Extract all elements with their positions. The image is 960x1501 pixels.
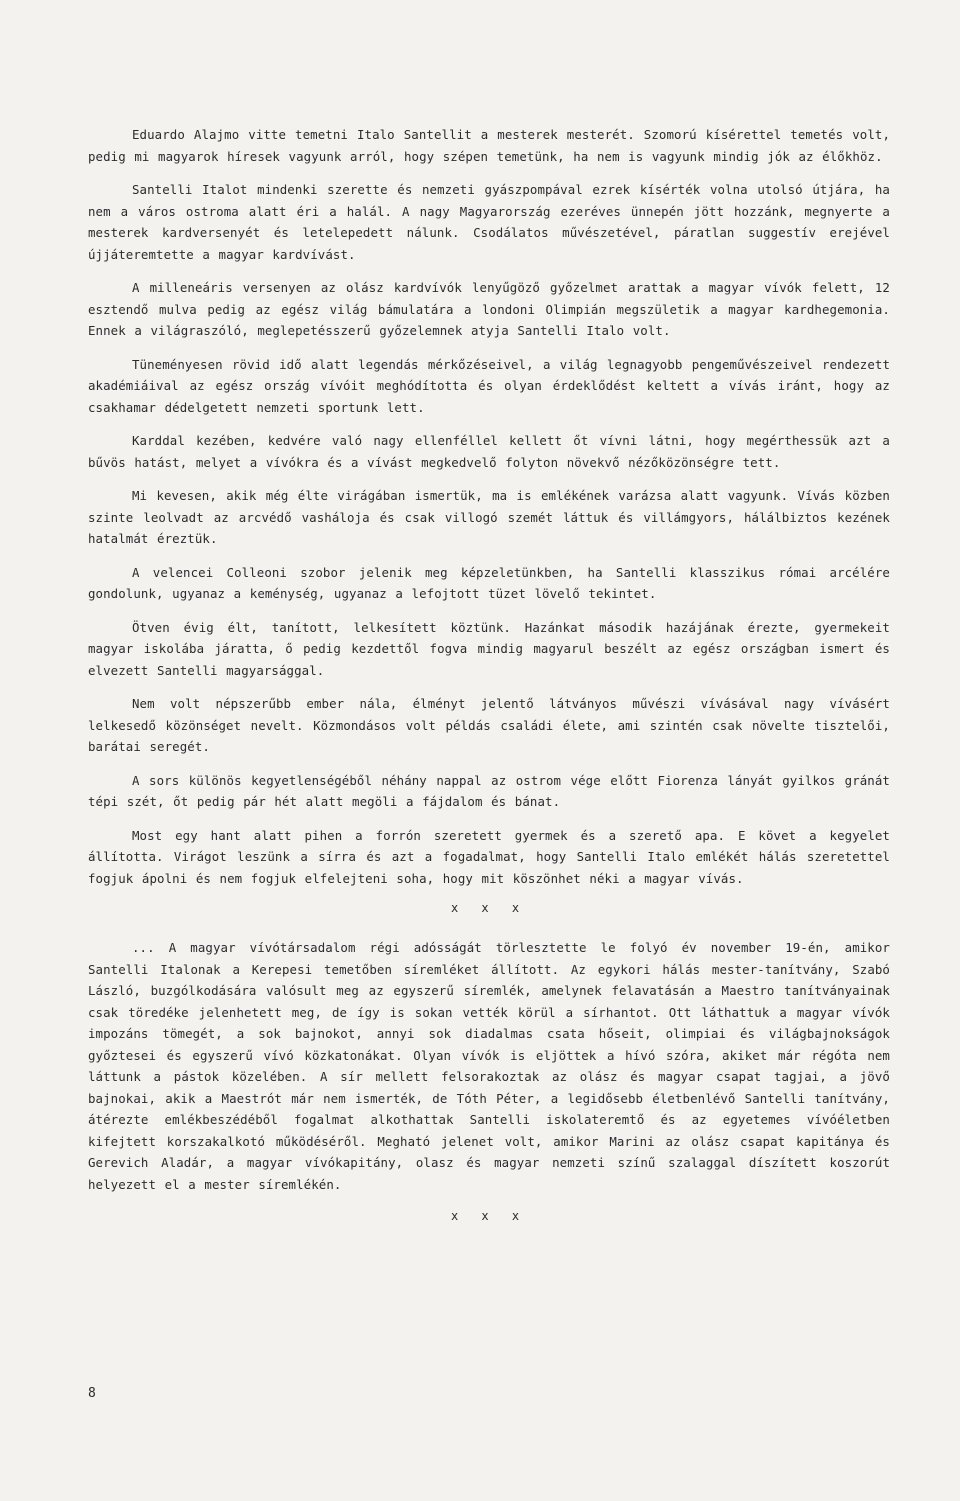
paragraph-8: Ötven évig élt, tanított, lelkesített köztünk. Hazánkat második hazájának érezte, gyermekeit magyar iskolába járatta, ő pedig kezdettől fogva mindig magyarul beszélt az egész országban ismert és elvezett Santelli magyarsággal. <box>88 619 890 678</box>
paragraph-10: A sors különös kegyetlenségéből néhány nappal az ostrom vége előtt Fiorenza lányát gyilkos gránát tépi szét, őt pedig pár hét alatt megöli a fájdalom és bánat. <box>88 772 890 809</box>
paragraph-4: Tüneményesen rövid idő alatt legendás mérkőzéseivel, a világ legnagyobb pengeművészeivel rendezett akadémiáival az egész ország vívóit meghódította és olyan érdeklődést keltett a vívás iránt, hogy az csakhamar dédelgetett nemzeti sportunk lett. <box>88 356 890 415</box>
paragraph-11: Most egy hant alatt pihen a forrón szeretett gyermek és a szerető apa. E követ a kegyelet állította. Virágot leszünk a sírra és azt a fogadalmat, hogy Santelli Italo emlékét hálás szeretettel fogjuk ápolni és nem fogjuk elfelejteni soha, hogy mit köszönhet néki a magyar vívás. <box>88 827 890 886</box>
paragraph-1: Eduardo Alajmo vitte temetni Italo Santellit a mesterek mesterét. Szomorú kísérettel temetés volt, pedig mi magyarok híresek vagyunk arról, hogy szépen temetünk, ha nem is vagyunk mindig jók az élőkhöz. <box>88 127 890 164</box>
page-number: 8 <box>88 1386 96 1401</box>
section-separator: x x x <box>450 901 528 915</box>
paragraph-6: Mi kevesen, akik még élte virágában ismertük, ma is emlékének varázsa alatt vagyunk. Vívás közben szinte leolvadt az arcvédő vasháloja és csak villogó szemét láttuk és villámgyors, hálálbiztos kezének hatalmát éreztük. <box>88 488 890 546</box>
end-separator: x x x <box>450 1209 528 1223</box>
paragraph-2: Santelli Italot mindenki szerette és nemzeti gyászpompával ezrek kísérték volna utolsó útjára, ha nem a város ostroma alatt éri a halál. A nagy Magyarország ezeréves ünnepén jött hozzánk, megnyerte a mesterek kardversenyét és letelepedett nálunk. Csodálatos művészetével, páratlan suggestív erejével újjáteremtette a magyar kardvívást. <box>88 182 890 262</box>
paragraph-3: A milleneáris versenyen az olász kardvívók lenyűgöző győzelmet arattak a magyar vívók felett, 12 esztendő mulva pedig az egész világ bámulatára a londoni Olimpián megszületik a magyar kardhegemonia. Ennek a világraszóló, meglepetésszerű győzelemnek atyja Santelli Italo volt. <box>88 280 890 338</box>
paragraph-7: A velencei Colleoni szobor jelenik meg képzeletünkben, ha Santelli klasszikus római arcélére gondolunk, ugyanaz a keménység, ugyanaz a lefojtott tüzet lövelő tekintet. <box>88 564 890 601</box>
paragraph-5: Karddal kezében, kedvére való nagy ellenféllel kellett őt vívni látni, hogy megérthessük azt a bűvös hatást, melyet a vívókra és a vívást megkedvelő folyton növekvő nézőközönségre tett. <box>88 433 890 470</box>
paragraph-9: Nem volt népszerűbb ember nála, élményt jelentő látványos művészi vívásával nagy vívásért lelkesedő közönséget nevelt. Közmondásos volt példás családi élete, ami szintén csak növelte tisztelői, barátai seregét. <box>88 696 890 754</box>
final-paragraph: ... A magyar vívótársadalom régi adósságát törlesztette le folyó év november 19-én, amikor Santelli Italonak a Kerepesi temetőben síremléket állított. Az egykori hálás mester-tanítvány, Szabó László, buzgólkodására valósult meg az egyszerű síremlék, amelynek felavatásán a Maestro tanítványainak csak töredéke jelenhetett meg, de így is sokan vették körül a sírhantot. Ott láthattuk a magyar vívók impozáns tömegét, a sok bajnokot, annyi sok diadalmas csata hőseit, olimpiai és világbajnokságok győztesei és egyszerű vívó közkatonákat. Olyan vívók is eljöttek a hívó szóra, akiket már régóta nem láttunk a pástok közelében. A sír mellett felsorakoztak az olász és magyar csapat tagjai, a jövő bajnokai, akik a Maestrót már nem ismerték, de Tóth Péter, a legidősebb életbenlévő Santelli tanítvány, átérezte emlékbeszédéből fogalmat alkothattak Santelli iskolateremtő és az egyetemes vívóéletben kifejtett korszakalkotó működéséről. Megható jelenet volt, amikor Marini az olász csapat kapitánya és Gerevich Aladár, a magyar vívókapitány, olasz és magyar nemzeti színű szalaggal díszített koszorút helyezett el a mester síremlékén. <box>88 940 890 1192</box>
